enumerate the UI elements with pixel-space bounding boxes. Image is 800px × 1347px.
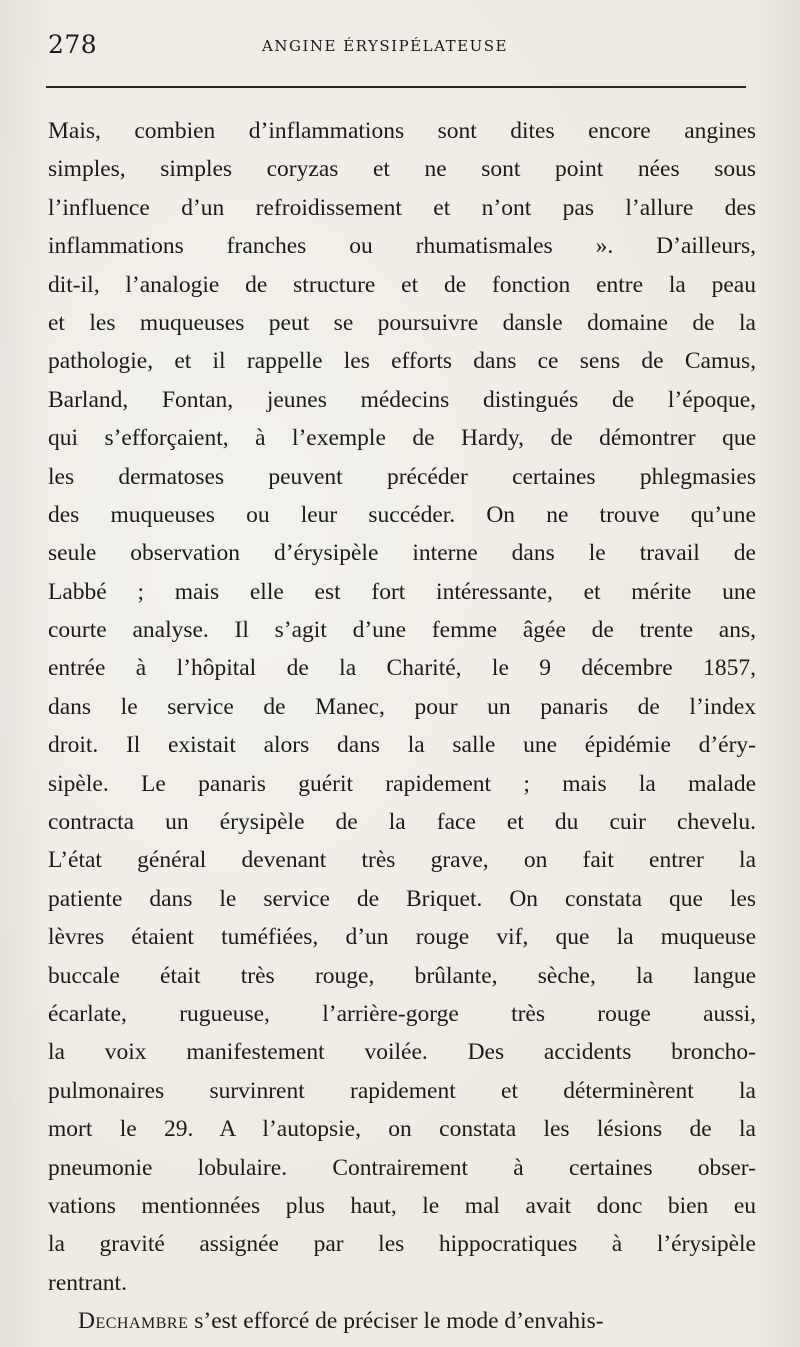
- text-line: l’influence d’un refroidissement et n’ont pas l’allure des: [48, 194, 756, 221]
- text-line: vations mentionnées plus haut, le mal avait donc bien eu: [48, 1192, 756, 1219]
- text-line: simples, simples coryzas et ne sont point nées sous: [48, 156, 756, 183]
- text-line: pulmonaires survinrent rapidement et déterminèrent la: [48, 1077, 756, 1104]
- text-line: inflammations franches ou rhumatismales ». D’ailleurs,: [48, 233, 756, 260]
- text-line: buccale était très rouge, brûlante, sèche, la langue: [48, 962, 756, 989]
- text-line: mort le 29. A l’autopsie, on constata les lésions de la: [48, 1116, 756, 1143]
- text-line: les dermatoses peuvent précéder certaines phlegmasies: [48, 463, 756, 490]
- text-line: patiente dans le service de Briquet. On constata que les: [48, 885, 756, 912]
- text-line: dans le service de Manec, pour un panaris de l’index: [48, 693, 756, 720]
- paragraph-text: s’est efforcé de préciser le mode d’envahis-: [188, 1308, 604, 1335]
- text-line: et les muqueuses peut se poursuivre dansle domaine de la: [48, 309, 756, 336]
- text-line: Labbé ; mais elle est fort intéressante, et mérite une: [48, 578, 756, 605]
- text-line: la gravité assignée par les hippocratiques à l’érysipèle: [48, 1231, 756, 1258]
- text-line: droit. Il existait alors dans la salle une épidémie d’éry-: [48, 732, 756, 759]
- author-name: Dechambre: [78, 1308, 189, 1335]
- text-line: seule observation d’érysipèle interne dans le travail de: [48, 540, 756, 567]
- text-line: contracta un érysipèle de la face et du cuir chevelu.: [48, 809, 756, 836]
- text-line: pneumonie lobulaire. Contrairement à certaines obser-: [48, 1154, 756, 1181]
- text-line: qui s’efforçaient, à l’exemple de Hardy, de démontrer que: [48, 425, 756, 452]
- text-line: rentrant.: [48, 1269, 127, 1296]
- text-line: écarlate, rugueuse, l’arrière-gorge très rouge aussi,: [48, 1000, 756, 1027]
- text-line: la voix manifestement voilée. Des accidents broncho-: [48, 1039, 756, 1066]
- text-line: courte analyse. Il s’agit d’une femme âgée de trente ans,: [48, 617, 756, 644]
- body-text: [48, 112, 756, 1341]
- text-line: des muqueuses ou leur succéder. On ne trouve qu’une: [48, 501, 756, 528]
- page-number: 278: [48, 30, 98, 59]
- header-rule: [46, 86, 746, 88]
- text-line: dit-il, l’analogie de structure et de fonction entre la peau: [48, 271, 756, 298]
- text-line: lèvres étaient tuméfiées, d’un rouge vif, que la muqueuse: [48, 924, 756, 951]
- text-line: pathologie, et il rappelle les efforts dans ce sens de Camus,: [48, 348, 756, 375]
- text-line: Barland, Fontan, jeunes médecins distingués de l’époque,: [48, 386, 756, 413]
- text-line: sipèle. Le panaris guérit rapidement ; mais la malade: [48, 770, 756, 797]
- paragraph-start: [48, 1302, 756, 1340]
- text-line: entrée à l’hôpital de la Charité, le 9 décembre 1857,: [48, 655, 756, 682]
- text-line: L’état général devenant très grave, on fait entrer la: [48, 847, 756, 874]
- running-title: ANGINE ÉRYSIPÉLATEUSE: [262, 37, 508, 55]
- text-line: Mais, combien d’inflammations sont dites encore angines: [48, 118, 756, 144]
